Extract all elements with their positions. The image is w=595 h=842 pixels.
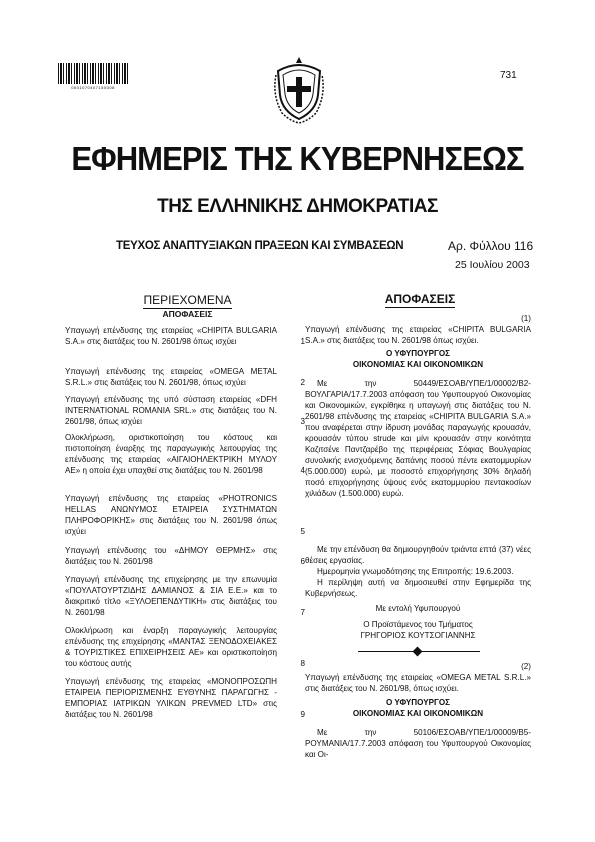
- decision-number: (1): [521, 314, 531, 323]
- decision-order: Με εντολή Υφυπουργού: [375, 604, 461, 613]
- toc-entry-text: Υπαγωγή επένδυσης της υπό σύσταση εταιρείας «DFH INTERNATIONAL ROMANIA SRL.» στις διατάξεις του Ν. 2601/98, όπως ισχύει: [65, 395, 277, 426]
- decision-authority-ministry: ΟΙΚΟΝΟΜΙΑΣ ΚΑΙ ΟΙΚΟΝΟΜΙΚΩΝ: [352, 360, 484, 369]
- toc-entry-page: 8: [300, 659, 305, 668]
- decision-heading: Υπαγωγή επένδυσης της εταιρείας «OMEGA METAL S.R.L.» στις διατάξεις του Ν. 2601/98, όπως ισχύει.: [305, 673, 531, 693]
- decision-authority: Ο ΥΦΥΠΟΥΡΓΟΣ: [385, 349, 451, 358]
- toc-entry-page: 3: [300, 417, 305, 426]
- toc-entry-text: Ολοκλήρωση και έναρξη παραγωγικής λειτουργίας επένδυσης της επιχείρησης «ΜΑΝΤΑΣ ΞΕΝΟΔΟΧΕΙΑΚΕΣ & ΤΟΥΡΙΣΤΙΚΕΣ ΕΠΙΧΕΙΡΗΣΕΙΣ ΑΕ» και οριστικοποίηση του κόστους αυτής: [65, 626, 277, 668]
- toc-entry-text: Υπαγωγή επένδυσης του «ΔΗΜΟΥ ΘΕΡΜΗΣ» στις διατάξεις του Ν. 2601/98: [65, 546, 277, 566]
- toc-entry: [65, 432, 305, 476]
- toc-entry-text: Ολοκλήρωση, οριστικοποίηση του κόστους και πιστοποίηση έναρξης της παραγωγικής λειτουργίας της επένδυσης της εταιρείας «ΑΙΓΑΙΟΗΛΕΚΤΡΙΚΗ ΜΥΛΟΥ ΑΕ» η οποία έχει υπαχθεί στις διατάξεις του Ν. 2601/98: [65, 433, 277, 475]
- toc-entry-page: 6: [300, 557, 305, 566]
- decision-publication: Η περίληψη αυτή να δημοσιευθεί στην Εφημερίδα της Κυβερνήσεως.: [305, 578, 531, 598]
- issue-date: 25 Ιουλίου 2003: [455, 259, 530, 271]
- toc-entry: [65, 545, 305, 567]
- gazette-subtitle: ΤΗΣ ΕΛΛΗΝΙΚΗΣ ΔΗΜΟΚΡΑΤΙΑΣ: [157, 196, 438, 217]
- toc-entry: [65, 394, 305, 427]
- toc-entry-text: Υπαγωγή επένδυσης της εταιρείας «ΜΟΝΟΠΡΟΣΩΠΗ ΕΤΑΙΡΕΙΑ ΠΕΡΙΟΡΙΣΜΕΝΗΣ ΕΥΘΥΝΗΣ ΠΑΡΑΓΩΓΗΣ - ΕΜΠΟΡΙΑΣ ΙΑΤΡΙΚΩΝ ΥΛΙΚΩΝ PREVMED LTD» στις διατάξεις του Ν. 2601/98: [65, 677, 277, 719]
- toc-entry-page: 5: [300, 527, 305, 536]
- decision-jobs: Με την επένδυση θα δημιουργηθούν τριάντα επτά (37) νέες θέσεις εργασίας.: [305, 545, 531, 565]
- toc-entry-text: Υπαγωγή επένδυσης της εταιρείας «CHIPITA BULGARIA S.A.» στις διατάξεις του Ν. 2601/98 όπως ισχύει: [65, 326, 277, 346]
- decision-body: Με την 50106/ΕΣΟΑΒ/ΥΠΕ/1/00009/Β5-ΡΟΥΜΑΝΙΑ/17.7.2003 απόφαση του Υφυπουργού Οικονομίας και Οι-: [305, 728, 531, 759]
- signer-name: ΓΡΗΓΟΡΙΟΣ ΚΟΥΤΣΟΓΙΑΝΝΗΣ: [360, 631, 476, 640]
- toc-entry-text: Υπαγωγή επένδυσης της εταιρείας «PHOTRONICS HELLAS ΑΝΩΝΥΜΟΣ ΕΤΑΙΡΕΙΑ ΣΥΣΤΗΜΑΤΩΝ ΠΛΗΡΟΦΟΡΙΚΗΣ» στις διατάξεις του Ν. 2601/98 όπως ισχύει: [65, 494, 277, 536]
- toc-entry-page: 2: [300, 378, 305, 387]
- decision-authority: Ο ΥΦΥΠΟΥΡΓΟΣ: [385, 698, 451, 707]
- page-number: 731: [500, 70, 517, 81]
- toc-heading: ΠΕΡΙΕΧΟΜΕΝΑ: [143, 293, 232, 307]
- signer-title: Ο Προϊστάμενος του Τμήματος: [363, 620, 473, 629]
- gazette-title: ΕΦΗΜΕΡΙΣ ΤΗΣ ΚΥΒΕΡΝΗΣΕΩΣ: [71, 140, 524, 177]
- coat-of-arms-emblem: [272, 55, 326, 125]
- toc-entry: [65, 625, 305, 669]
- toc-entry: [65, 366, 305, 388]
- decision-body: Με την 50449/ΕΣΟΑΒ/ΥΠΕ/1/00002/Β2-ΒΟΥΛΓΑΡΙΑ/17.7.2003 απόφαση του Υφυπουργού Οικονομίας και Οικονομικών, εγκρίθηκε η υπαγωγή στις διατάξεις του Ν. 2601/98 επένδυσης της εταιρείας «CHIPITA BULGARIA S.A.» που αναφέρεται στην ίδρυση μονάδας παραγωγής κρουασάν, κρουασάν τύπου strude και μίνι κρουασάν στην κοινότητα Καζιτσένε Παντζαρέβο της περιφέρειας Σόφιας Βουλγαρίας συνολικής ενισχυόμενης δαπάνης ποσού πέντε εκατομμυρίων (5.000.000) ευρώ, με ποσοστό επιχορήγησης 30% δηλαδή ποσό επιχορήγησης ύψους ενός εκατομμυρίου πεντακοσίων χιλιάδων (1.500.000) ευρώ.: [305, 379, 531, 498]
- decision-heading: Υπαγωγή επένδυσης της εταιρείας «CHIPITA BULGARIA S.A.» στις διατάξεις του Ν. 2601/98 όπως ισχύει.: [305, 325, 531, 345]
- barcode: [58, 63, 128, 84]
- toc-entry-text: Υπαγωγή επένδυσης της επιχείρησης με την επωνυμία «ΠΟΥΛΑΤΟΥΡΤΖΙΔΗΣ ΔΑΜΙΑΝΟΣ & ΣΙΑ Ε.Ε.» και το διακριτικό τίτλο «ΞΥΛΟΕΠΕΝΔΥΤΙΚΗ» στις διατάξεις του Ν. 2601/98: [65, 575, 277, 617]
- decision-opinion-date: Ημερομηνία γνωμοδότησης της Επιτροπής: 19.6.2003.: [317, 567, 514, 576]
- issue-number: Αρ. Φύλλου 116: [448, 239, 534, 253]
- barcode-number: 0001070407150008: [71, 85, 115, 90]
- toc-entry-page: 4: [300, 466, 305, 475]
- toc-entry-page: 7: [300, 608, 305, 617]
- issue-series: ΤΕΥΧΟΣ ΑΝΑΠΤΥΞΙΑΚΩΝ ΠΡΑΞΕΩΝ ΚΑΙ ΣΥΜΒΑΣΕΩΝ: [116, 240, 404, 252]
- toc-entry: [65, 676, 305, 720]
- toc-entry-text: Υπαγωγή επένδυσης της εταιρείας «OMEGA METAL S.R.L.» στις διατάξεις του Ν. 2601/98, όπως ισχύει: [65, 367, 277, 387]
- separator-diamond: [413, 647, 423, 657]
- decisions-heading: ΑΠΟΦΑΣΕΙΣ: [384, 292, 456, 306]
- toc-section-heading: ΑΠΟΦΑΣΕΙΣ: [162, 309, 213, 319]
- toc-entry-page: 9: [300, 710, 305, 719]
- decision-number: (2): [521, 662, 531, 671]
- toc-entry-page: 1: [300, 337, 305, 346]
- toc-entry: [65, 574, 305, 618]
- toc-entry: [65, 493, 305, 537]
- toc-entry: [65, 325, 305, 347]
- decision-authority-ministry: ΟΙΚΟΝΟΜΙΑΣ ΚΑΙ ΟΙΚΟΝΟΜΙΚΩΝ: [352, 709, 484, 718]
